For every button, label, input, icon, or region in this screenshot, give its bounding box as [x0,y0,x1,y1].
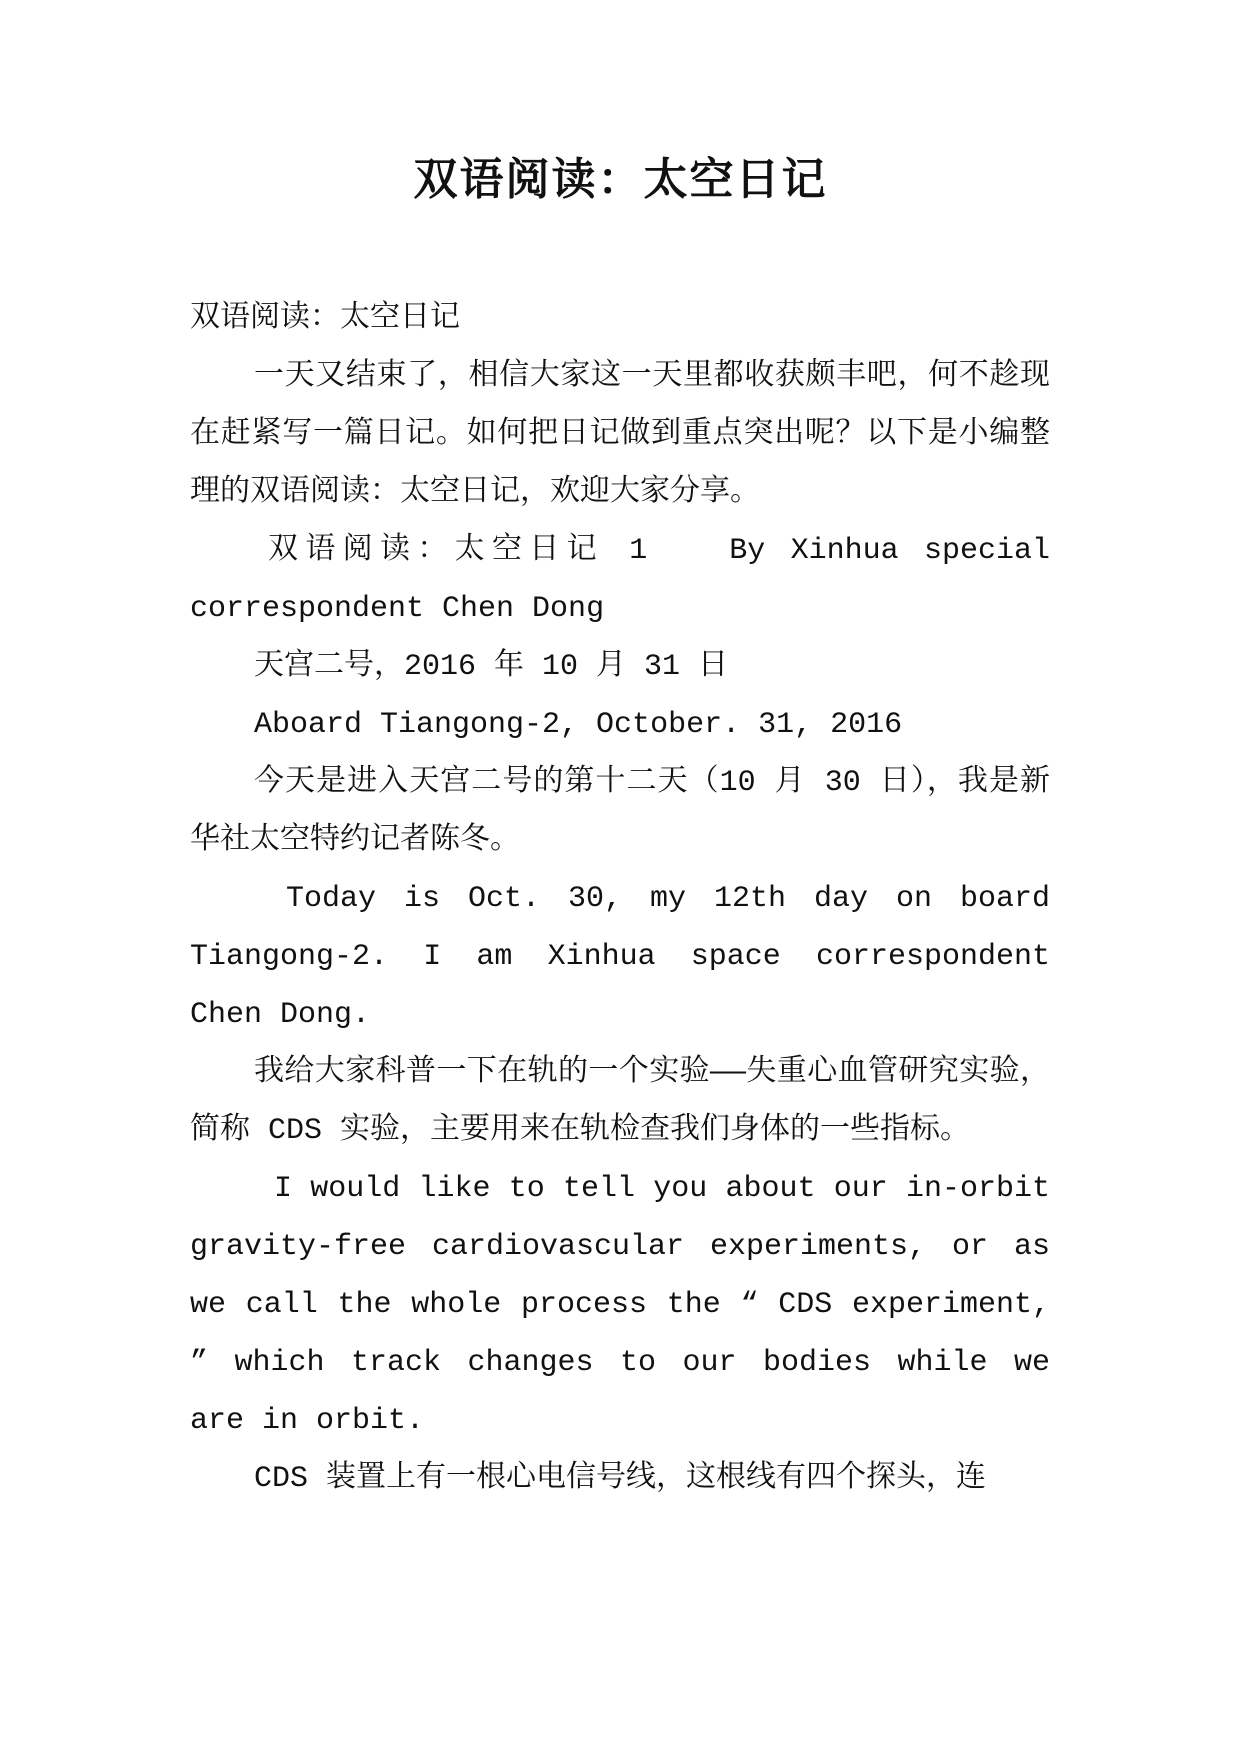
paragraph-device-cn: CDS 装置上有一根心电信号线，这根线有四个探头，连 [254,1462,987,1496]
paragraph-cds-en: I would like to tell you about our in-orbit gravity-free cardiovascular experiments, or as we call the whole process the “ CDS experiment, ” which track changes to our bodies while we are in orbit. [190,1172,1050,1438]
document-body [190,290,1050,1508]
paragraph-date-en: Aboard Tiangong-2, October. 31, 2016 [254,708,903,742]
paragraph-section-heading: 双语阅读：太空日记 1 By Xinhua special correspondent Chen Dong [190,534,1050,626]
paragraph-heading: 双语阅读：太空日记 [190,302,460,336]
paragraph-intro: 一天又结束了，相信大家这一天里都收获颇丰吧，何不趁现在赶紧写一篇日记。如何把日记做到重点突出呢？以下是小编整理的双语阅读：太空日记，欢迎大家分享。 [190,360,1050,510]
paragraph-date-cn: 天宫二号，2016 年 10 月 31 日 [254,650,729,684]
paragraph-intro-cn: 今天是进入天宫二号的第十二天（10 月 30 日），我是新华社太空特约记者陈冬。 [190,766,1050,858]
paragraph-intro-en: Today is Oct. 30, my 12th day on board Tiangong-2. I am Xinhua space correspondent Chen Dong. [190,882,1050,1032]
paragraph-cds-cn: 我给大家科普一下在轨的一个实验——失重心血管研究实验，简称 CDS 实验，主要用来在轨检查我们身体的一些指标。 [190,1056,1050,1148]
document-title: 双语阅读：太空日记 [413,154,828,205]
